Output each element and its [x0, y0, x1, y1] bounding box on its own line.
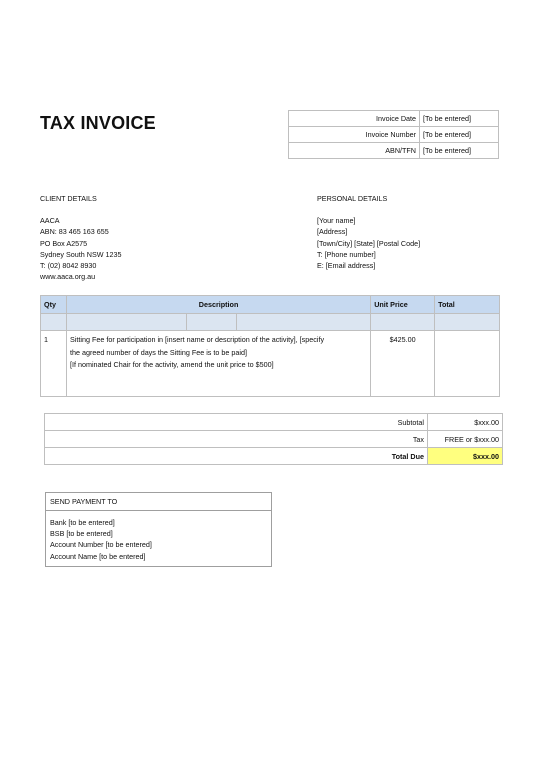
subtotal-row [45, 414, 503, 431]
totals-table [44, 413, 503, 465]
subtotal-label: Subtotal [45, 414, 428, 431]
send-payment-box [45, 492, 272, 567]
line-items-subheader-row [41, 314, 500, 331]
client-details-block [40, 215, 122, 283]
line-items-header-row [41, 296, 500, 314]
invoice-number-field[interactable]: [To be entered] [420, 127, 499, 143]
line-item-description[interactable] [66, 331, 370, 397]
subtotal-value[interactable]: $xxx.00 [428, 414, 503, 431]
tax-row [45, 431, 503, 448]
qty-column-header: Qty [41, 296, 67, 314]
description-column-header: Description [66, 296, 370, 314]
subheader-cell [236, 314, 371, 331]
tax-value[interactable]: FREE or $xxx.00 [428, 431, 503, 448]
line-item-total[interactable] [435, 331, 500, 397]
meta-row-abn-tfn [289, 143, 499, 159]
description-line: Sitting Fee for participation in [insert name or description of the activity], [specify [69, 335, 325, 344]
total-due-label: Total Due [45, 448, 428, 465]
meta-row-invoice-date [289, 111, 499, 127]
subheader-cell [66, 314, 186, 331]
client-line: ABN: 83 465 163 655 [40, 227, 109, 237]
personal-email-field[interactable]: E: [Email address] [317, 261, 376, 271]
abn-tfn-field[interactable]: [To be entered] [420, 143, 499, 159]
document-title: TAX INVOICE [40, 113, 156, 133]
bank-field[interactable]: Bank [to be entered] [50, 518, 115, 527]
invoice-number-label: Invoice Number [289, 127, 420, 143]
line-items-table [40, 295, 500, 397]
bsb-field[interactable]: BSB [to be entered] [50, 529, 113, 539]
abn-tfn-label: ABN/TFN [289, 143, 420, 159]
unit-price-column-header: Unit Price [371, 296, 435, 314]
total-due-value[interactable]: $xxx.00 [428, 448, 503, 465]
client-line: PO Box A2575 [40, 238, 88, 248]
description-line: [If nominated Chair for the activity, amend the unit price to $500] [69, 360, 274, 369]
personal-address-field[interactable]: [Address] [317, 227, 348, 237]
invoice-date-field[interactable]: [To be entered] [420, 111, 499, 127]
subheader-cell [186, 314, 236, 331]
meta-row-invoice-number [289, 127, 499, 143]
account-name-field[interactable]: Account Name [to be entered] [50, 551, 146, 561]
line-item-qty[interactable]: 1 [41, 331, 67, 397]
payment-details [46, 511, 271, 562]
total-column-header: Total [435, 296, 500, 314]
client-line: AACA [40, 216, 60, 225]
client-website-link[interactable]: www.aaca.org.au [40, 272, 96, 282]
personal-town-field[interactable]: [Town/City] [State] [Postal Code] [317, 238, 421, 248]
line-item-unit-price[interactable]: $425.00 [371, 331, 435, 397]
invoice-date-label: Invoice Date [289, 111, 420, 127]
line-item-row [41, 331, 500, 397]
description-line: the agreed number of days the Sitting Fee is to be paid] [69, 347, 247, 357]
send-payment-heading: SEND PAYMENT TO [46, 493, 271, 511]
subheader-cell [435, 314, 500, 331]
personal-phone-field[interactable]: T: [Phone number] [317, 249, 376, 259]
client-details-heading: CLIENT DETAILS [40, 194, 97, 203]
invoice-meta-table [288, 110, 499, 159]
client-line: T: (02) 8042 8930 [40, 261, 97, 271]
personal-name-field[interactable]: [Your name] [317, 216, 356, 225]
client-line: Sydney South NSW 1235 [40, 249, 122, 259]
subheader-cell [41, 314, 67, 331]
account-number-field[interactable]: Account Number [to be entered] [50, 540, 152, 550]
total-due-row [45, 448, 503, 465]
personal-details-heading: PERSONAL DETAILS [317, 194, 388, 203]
personal-details-block [317, 215, 420, 271]
tax-label: Tax [45, 431, 428, 448]
subheader-cell [371, 314, 435, 331]
